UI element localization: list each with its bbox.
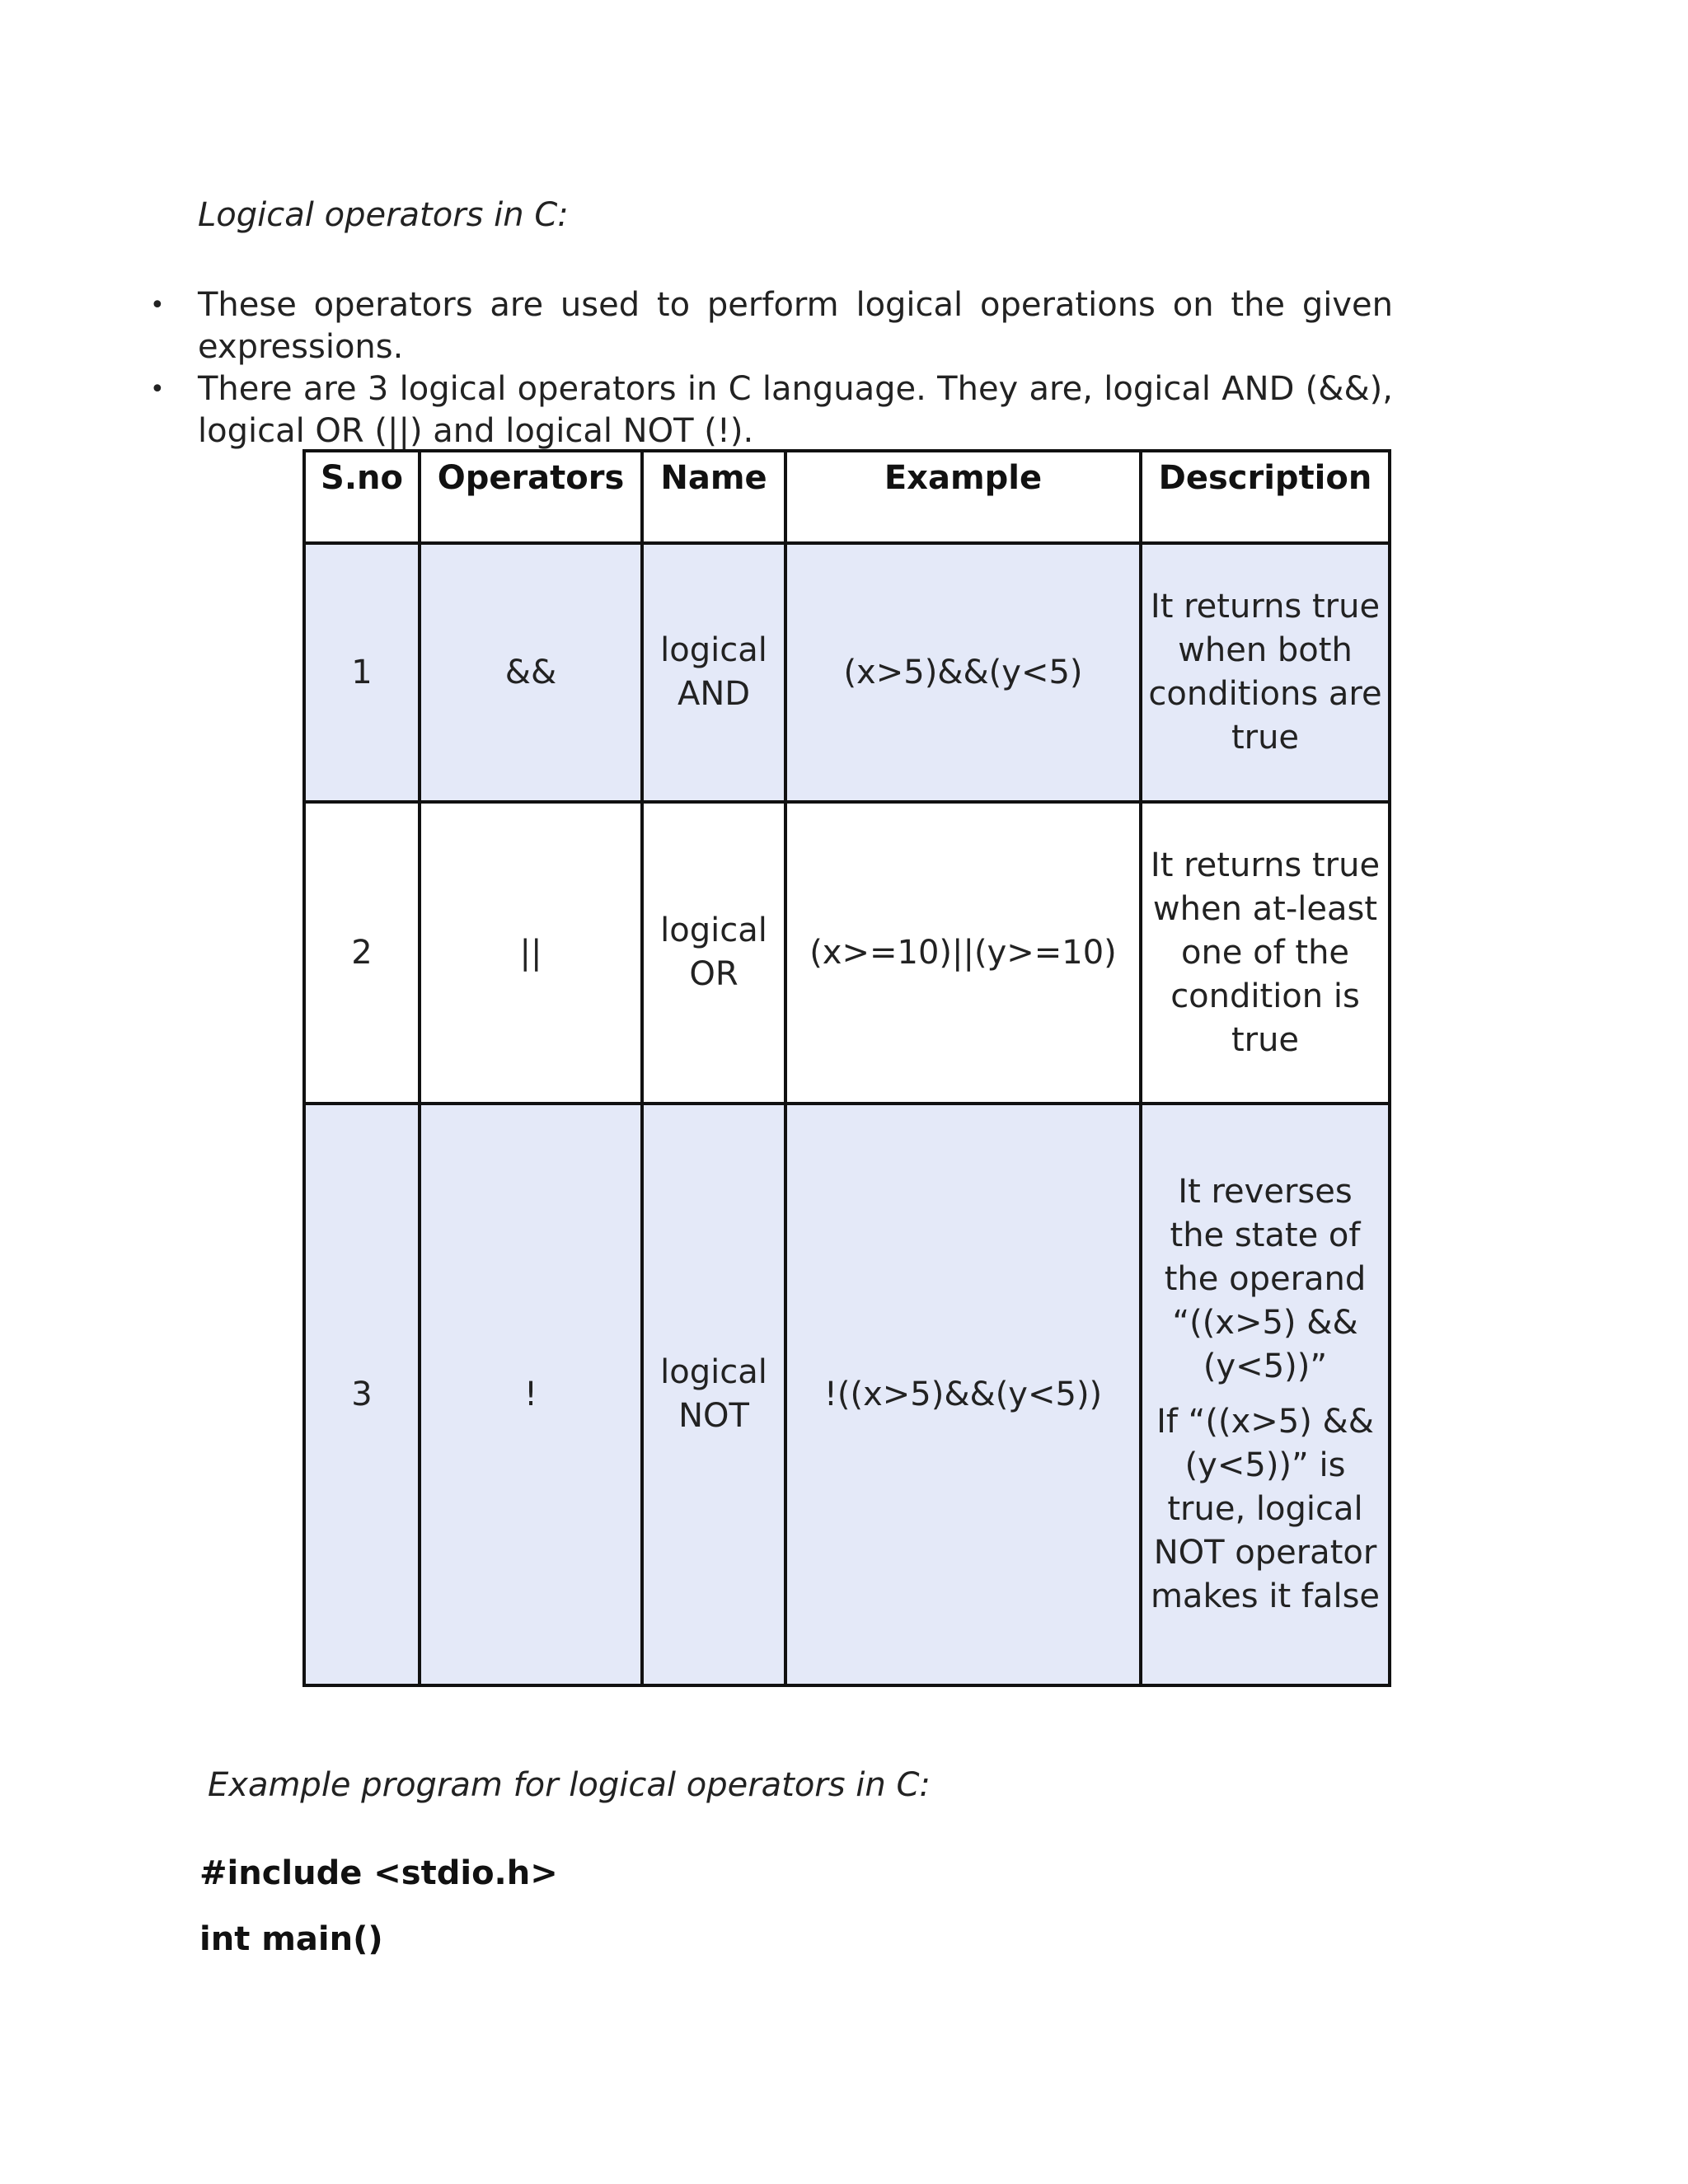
bullet-item	[140, 284, 1393, 368]
cell-sno: 2	[304, 802, 420, 1104]
cell-name: logical OR	[642, 802, 785, 1104]
section-heading: Logical operators in C:	[198, 196, 569, 234]
header-description: Description	[1141, 451, 1390, 543]
header-sno: S.no	[304, 451, 420, 543]
bullet-dot-icon: •	[150, 291, 165, 320]
table-header-row	[304, 451, 1390, 543]
bullet-text: There are 3 logical operators in C language. They are, logical AND (&&), logical OR (||) and logical NOT (!).	[198, 370, 1393, 450]
description-text: It returns true when both conditions are true	[1148, 588, 1382, 757]
description-text: It reverses the state of the operand “((x>5) && (y<5))”	[1164, 1173, 1367, 1385]
description-text: It returns true when at-least one of the condition is true	[1150, 846, 1381, 1059]
logical-operators-table	[302, 449, 1391, 1687]
cell-description	[1141, 543, 1390, 802]
cell-sno: 3	[304, 1104, 420, 1685]
cell-name: logical NOT	[642, 1104, 785, 1685]
code-line: #include <stdio.h>	[199, 1854, 558, 1892]
cell-description	[1141, 802, 1390, 1104]
table-row	[304, 802, 1390, 1104]
cell-example: !((x>5)&&(y<5))	[785, 1104, 1141, 1685]
bullet-text: These operators are used to perform logical operations on the given expressions.	[198, 286, 1393, 366]
cell-name: logical AND	[642, 543, 785, 802]
bullet-list	[140, 284, 1393, 452]
header-example: Example	[785, 451, 1141, 543]
cell-operator: !	[420, 1104, 642, 1685]
table-row	[304, 1104, 1390, 1685]
bullet-item	[140, 368, 1393, 452]
example-heading: Example program for logical operators in C:	[208, 1766, 931, 1804]
cell-description	[1141, 1104, 1390, 1685]
cell-example: (x>=10)||(y>=10)	[785, 802, 1141, 1104]
table-row	[304, 543, 1390, 802]
code-line: int main()	[199, 1920, 383, 1958]
header-operators: Operators	[420, 451, 642, 543]
cell-operator: ||	[420, 802, 642, 1104]
cell-example: (x>5)&&(y<5)	[785, 543, 1141, 802]
header-name: Name	[642, 451, 785, 543]
bullet-dot-icon: •	[150, 375, 165, 404]
cell-operator: &&	[420, 543, 642, 802]
description-extra-text: If “((x>5) && (y<5))” is true, logical NOT operator makes it false	[1150, 1403, 1381, 1615]
cell-sno: 1	[304, 543, 420, 802]
